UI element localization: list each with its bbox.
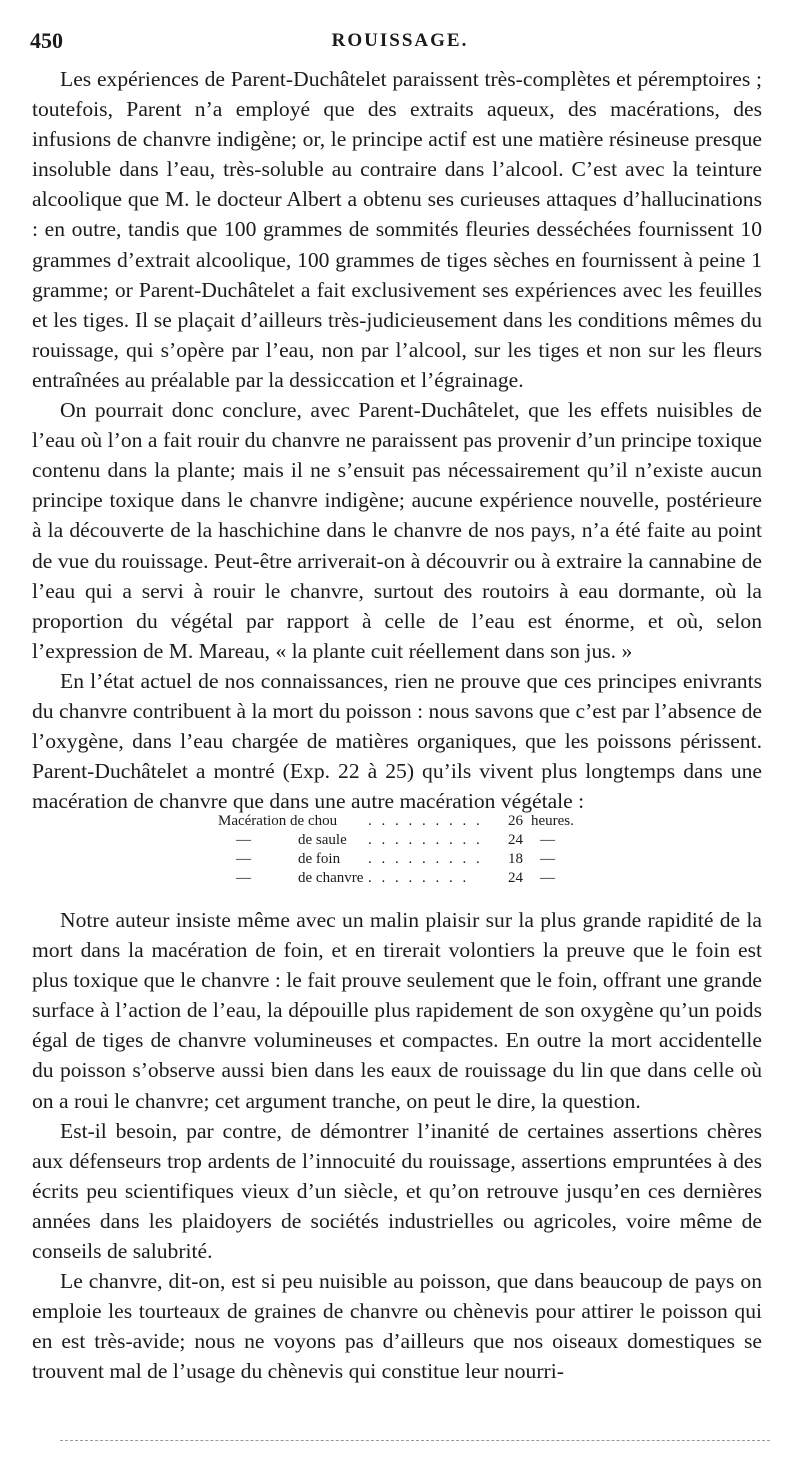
table-row-value: 24 (508, 832, 523, 848)
page-number: 450 (30, 28, 63, 53)
table-row-label: de saule (298, 832, 347, 848)
table-row (218, 850, 598, 869)
leader-dots: . . . . . . . . . (368, 832, 483, 848)
leader-dots: . . . . . . . . (368, 870, 470, 886)
table-row-value: 26 (508, 813, 523, 829)
table-row (218, 812, 598, 831)
table-row (218, 869, 598, 888)
ditto-dash: — (236, 870, 251, 886)
ditto-dash: — (540, 870, 555, 886)
ditto-dash: — (540, 851, 555, 867)
survival-table (218, 812, 598, 888)
table-row-unit: heures. (531, 813, 574, 829)
body-text-upper (32, 64, 762, 816)
ditto-dash: — (540, 832, 555, 848)
table-row-label: Macération de chou (218, 813, 338, 829)
leader-dots: . . . . . . . . . (368, 813, 483, 829)
paragraph: Notre auteur insiste même avec un malin plaisir sur la plus grande rapidité de la mort dans la macération de foin, et en tirerait volontiers la preuve que le foin est plus toxique que le chanvre : le fait prouve seulement que le foin, offrant une grande surface à l’action de l’eau, la dépouille plus rapidement de son oxygène qu’un poids égal de tiges de chanvre volumineuses et compactes. En outre la mort accidentelle du poisson s’observe aussi bien dans les eaux de rouissage du lin que dans celle où on a roui le chanvre; cet argument tranche, on peut le dire, la question. (32, 908, 762, 1113)
ditto-dash: — (236, 832, 251, 848)
paragraph: Est-il besoin, par contre, de démontrer l’inanité de certaines assertions chères aux défenseurs trop ardents de l’innocuité du rouissage, assertions empruntées à des écrits peu scientifiques vieux d’un siècle, et qu’on retrouve jusqu’en ces dernières années dans les plaidoyers de sociétés industrielles ou agricoles, voire même de conseils de salubrité. (32, 1118, 762, 1264)
table-row-value: 24 (508, 870, 523, 886)
ditto-dash: — (236, 851, 251, 867)
leader-dots: . . . . . . . . . (368, 851, 483, 867)
paragraph: En l’état actuel de nos connaissances, rien ne prouve que ces principes enivrants du chanvre contribuent à la mort du poisson : nous savons que c’est par l’absence de l’oxygène, dans l’eau chargée de matières organiques, que les poissons périssent. Parent-Duchâtelet a montré (Exp. 22 à 25) qu’ils vivent plus longtemps dans une macération de chanvre que dans une autre macération végétale : (32, 668, 762, 814)
table-row-value: 18 (508, 851, 523, 867)
body-text-lower (32, 905, 762, 1387)
paragraph: Les expériences de Parent-Duchâtelet paraissent très-complètes et péremptoires ; toutefois, Parent n’a employé que des extraits aqueux, des macérations, des infusions de chanvre indigène; or, le principe actif est une matière résineuse presque insoluble dans l’eau, très-soluble au contraire dans l’alcool. C’est avec la teinture alcoolique que M. le docteur Albert a obtenu ses curieuses attaques d’hallucinations : en outre, tandis que 100 grammes de sommités fleuries desséchées fournissent 10 grammes d’extrait alcoolique, 100 grammes de tiges sèches en fournissent à peine 1 gramme; or Parent-Duchâtelet a fait exclusivement ses expériences avec les feuilles et les tiges. Il se plaçait d’ailleurs très-judicieusement dans les conditions mêmes du rouissage, qui s’opère par l’eau, non par l’alcool, sur les tiges et non sur les fleurs entraînées au préalable par la dessiccation et l’égrainage. (32, 67, 762, 392)
table-row-label: de foin (298, 851, 341, 867)
paragraph: Le chanvre, dit-on, est si peu nuisible au poisson, que dans beaucoup de pays on emploie les tourteaux de graines de chanvre ou chènevis pour attirer le poisson qui en est très-avide; nous ne voyons pas d’ailleurs que nos oiseaux domestiques se trouvent mal de l’usage du chènevis qui constitue leur nourri- (32, 1269, 762, 1384)
paragraph: On pourrait donc conclure, avec Parent-Duchâtelet, que les effets nuisibles de l’eau où l’on a fait rouir du chanvre ne paraissent pas provenir d’un principe toxique contenu dans la plante; mais il ne s’ensuit pas nécessairement qu’il n’existe aucun principe toxique dans le chanvre indigène; aucune expérience nouvelle, postérieure à la découverte de la haschichine dans le chanvre de nos pays, n’a été faite au point de vue du rouissage. Peut-être arriverait-on à découvrir ou à extraire la cannabine de l’eau qui a servi à rouir le chanvre, surtout des routoirs à eau dormante, où la proportion du végétal par rapport à celle de l’eau est énorme, et où, selon l’expression de M. Mareau, « la plante cuit réellement dans son jus. » (32, 398, 762, 663)
table-row-label: de chanvre (298, 870, 364, 886)
footer-rule (60, 1440, 770, 1441)
page-header (30, 28, 770, 58)
table-row (218, 831, 598, 850)
running-title: ROUISSAGE. (331, 30, 469, 51)
